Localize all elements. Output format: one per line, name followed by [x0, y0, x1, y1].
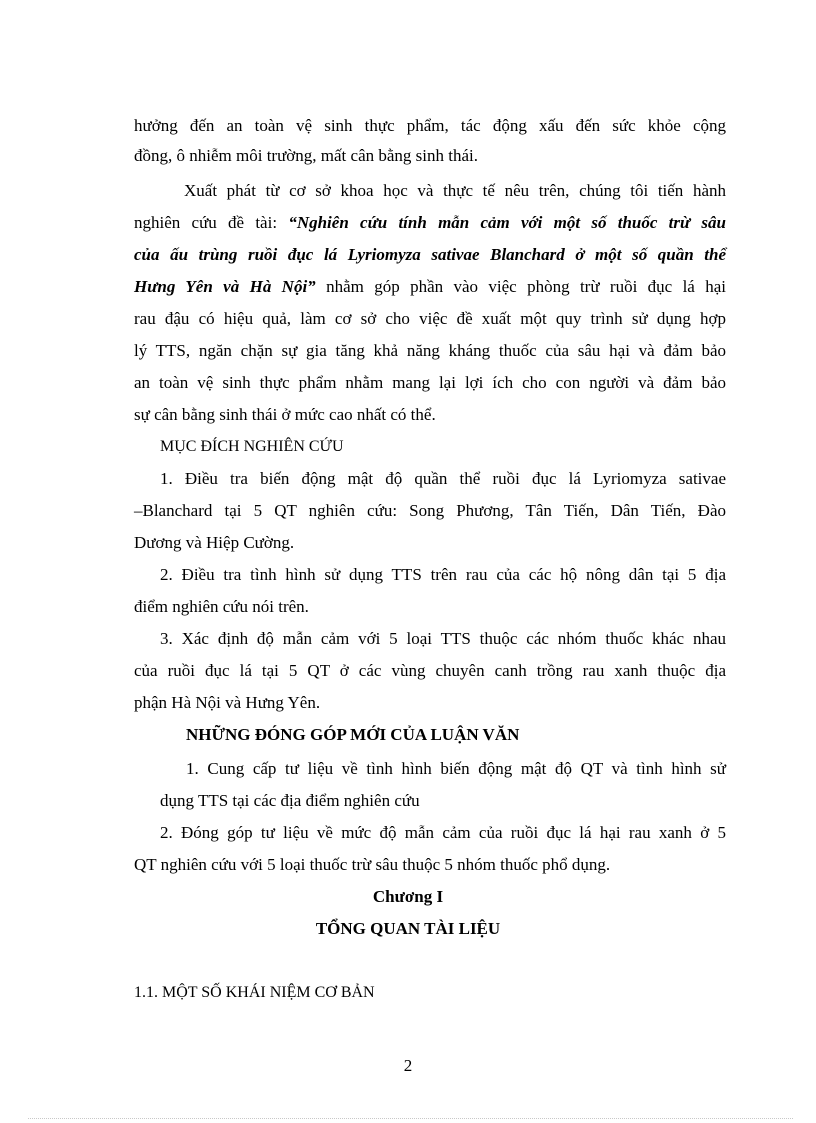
contribution-item-2-line-1: 2. Đóng góp tư liệu về mức độ mẫn cảm của ruồi đục lá hại rau xanh ở 5 — [160, 823, 726, 842]
contribution-item-1-line-1: 1. Cung cấp tư liệu về tình hình biến động mật độ QT và tình hình sử — [186, 759, 726, 778]
purpose-item-1-line-1: 1. Điều tra biến động mật độ quần thể ruồi đục lá Lyriomyza sativae — [160, 469, 726, 488]
chapter-label: Chương I — [372, 887, 444, 906]
paragraph-2-line-8: sự cân bằng sinh thái ở mức cao nhất có thể. — [134, 405, 436, 424]
contributions-heading: NHỮNG ĐÓNG GÓP MỚI CỦA LUẬN VĂN — [186, 725, 520, 744]
thesis-title-part-2: của ấu trùng ruồi đục lá Lyriomyza sativae Blanchard ở một số quần thể — [134, 245, 726, 264]
purpose-item-2-line-2: điểm nghiên cứu nói trên. — [134, 597, 309, 616]
paragraph-1-line-2: đồng, ô nhiễm môi trường, mất cân bằng sinh thái. — [134, 146, 478, 165]
paragraph-2-line-4-text: nhằm góp phần vào việc phòng trừ ruồi đục lá hại — [326, 277, 726, 296]
paragraph-2-line-6: lý TTS, ngăn chặn sự gia tăng khả năng kháng thuốc của sâu hại và đảm bảo — [134, 341, 726, 360]
purpose-item-3-line-2: của ruồi đục lá tại 5 QT ở các vùng chuyên canh trồng rau xanh thuộc địa — [134, 661, 726, 680]
purpose-item-1-line-3: Dương và Hiệp Cường. — [134, 533, 295, 552]
section-heading: 1.1. MỘT SỐ KHÁI NIỆM CƠ BẢN — [134, 984, 375, 1001]
paragraph-2-line-5: rau đậu có hiệu quả, làm cơ sở cho việc đề xuất một quy trình sử dụng hợp — [134, 309, 726, 328]
thesis-title-part-1: “Nghiên cứu tính mẫn cảm với một số thuốc trừ sâu — [288, 213, 727, 232]
contribution-item-2-line-2: QT nghiên cứu với 5 loại thuốc trừ sâu thuộc 5 nhóm thuốc phổ dụng. — [134, 855, 611, 874]
paragraph-1-line-1: hưởng đến an toàn vệ sinh thực phẩm, tác động xấu đến sức khỏe cộng — [134, 116, 726, 135]
purpose-item-2-line-1: 2. Điều tra tình hình sử dụng TTS trên rau của các hộ nông dân tại 5 địa — [160, 565, 726, 584]
chapter-title: TỔNG QUAN TÀI LIỆU — [315, 919, 501, 938]
contribution-item-1-line-2: dụng TTS tại các địa điểm nghiên cứu — [160, 791, 420, 810]
paragraph-2-line-2 — [134, 213, 726, 233]
paragraph-2-line-4 — [134, 277, 726, 297]
purpose-item-3-line-3: phận Hà Nội và Hưng Yên. — [134, 693, 321, 712]
purpose-item-1-line-2: –Blanchard tại 5 QT nghiên cứu: Song Phương, Tân Tiến, Dân Tiến, Đào — [134, 501, 726, 520]
topic-intro: nghiên cứu đề tài: — [134, 213, 278, 232]
paragraph-2-line-1: Xuất phát từ cơ sở khoa học và thực tế nêu trên, chúng tôi tiến hành — [184, 181, 726, 200]
paragraph-2-line-7: an toàn vệ sinh thực phẩm nhằm mang lại lợi ích cho con người và đảm bảo — [134, 373, 726, 392]
page-bottom-border — [28, 1118, 793, 1119]
page-number: 2 — [403, 1056, 413, 1075]
purpose-heading: MỤC ĐÍCH NGHIÊN CỨU — [160, 438, 344, 455]
thesis-title-part-3: Hưng Yên và Hà Nội” — [134, 277, 316, 296]
purpose-item-3-line-1: 3. Xác định độ mẫn cảm với 5 loại TTS thuộc các nhóm thuốc khác nhau — [160, 629, 726, 648]
